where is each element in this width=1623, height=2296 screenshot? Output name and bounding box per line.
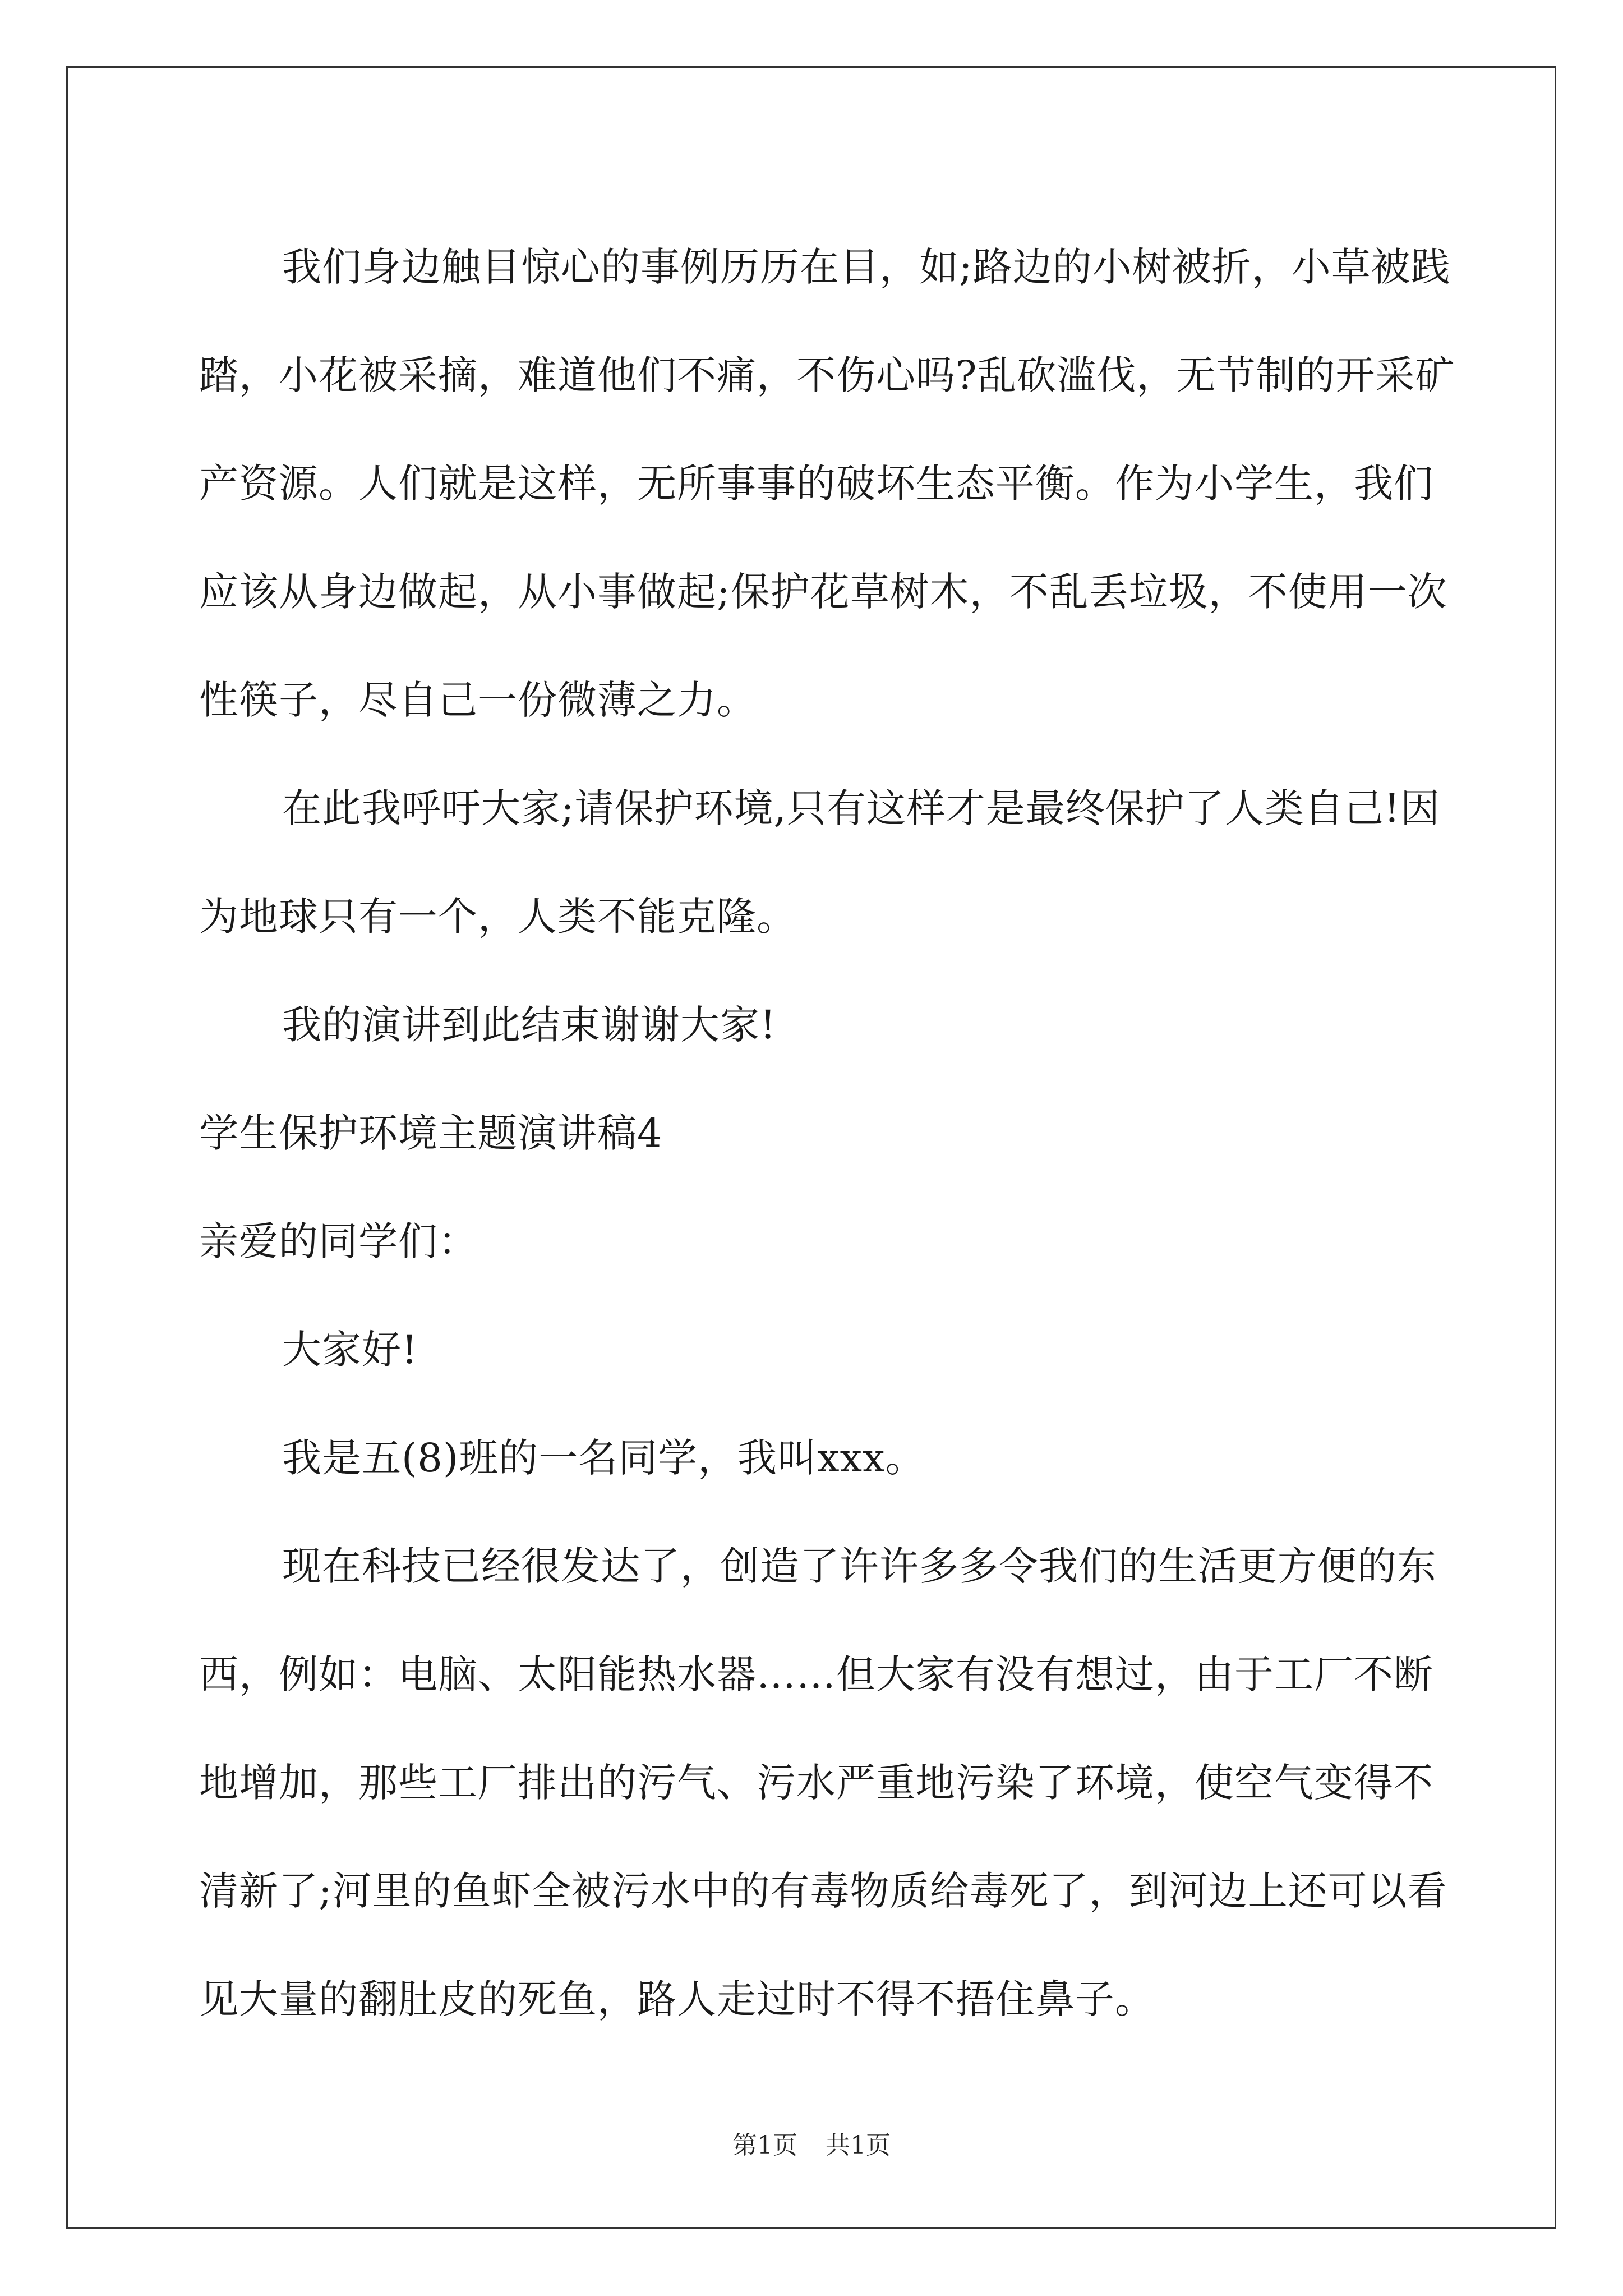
paragraph-appeal: 在此我呼吁大家;请保护环境,只有这样才是最终保护了人类自己!因为地球只有一个，人类不能克隆。: [199, 785, 1440, 940]
page-total: 共1页: [826, 2131, 891, 2160]
paragraph-closing: 我的演讲到此结束谢谢大家!: [282, 1002, 777, 1048]
document-body: [199, 213, 1467, 2054]
page-footer: [0, 2129, 1623, 2162]
greeting: 大家好!: [282, 1327, 418, 1373]
self-introduction: 我是五(8)班的一名同学，我叫xxx。: [282, 1435, 925, 1481]
salutation: 亲爱的同学们：: [199, 1218, 478, 1264]
page-number: 第1页: [732, 2131, 797, 2160]
paragraph-environment-examples: 我们身边触目惊心的事例历历在目，如;路边的小树被折，小草被践踏，小花被采摘，难道他们不痛，不伤心吗?乱砍滥伐，无节制的开采矿产资源。人们就是这样，无所事事的破坏生态平衡。作为小学生，我们应该从身边做起，从小事做起;保护花草树木，不乱丢垃圾，不使用一次性筷子，尽自己一份微薄之力。: [199, 244, 1455, 723]
paragraph-technology-pollution: 现在科技已经很发达了，创造了许许多多令我们的生活更方便的东西，例如：电脑、太阳能热水器……但大家有没有想过，由于工厂不断地增加，那些工厂排出的污气、污水严重地污染了环境，使空气变得不清新了;河里的鱼虾全被污水中的有毒物质给毒死了，到河边上还可以看见大量的翻肚皮的死鱼，路人走过时不得不捂住鼻子。: [199, 1543, 1447, 2022]
section-title: 学生保护环境主题演讲稿4: [199, 1110, 663, 1156]
